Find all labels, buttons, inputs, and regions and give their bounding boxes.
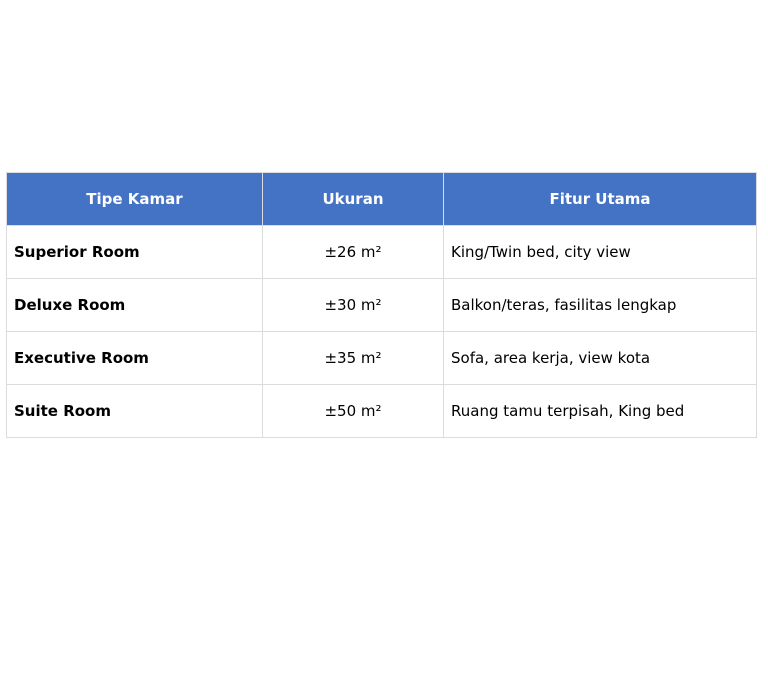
room-size-cell: ±26 m² (263, 226, 444, 279)
room-type-cell: Deluxe Room (7, 279, 263, 332)
table-body (7, 226, 757, 438)
header-row (7, 173, 757, 226)
room-type-cell: Superior Room (7, 226, 263, 279)
room-size-cell: ±30 m² (263, 279, 444, 332)
table-header (7, 173, 757, 226)
header-room-type: Tipe Kamar (7, 173, 263, 226)
room-feature-cell: Ruang tamu terpisah, King bed (444, 385, 757, 438)
room-type-table (6, 172, 757, 438)
room-size-cell: ±35 m² (263, 332, 444, 385)
room-type-cell: Executive Room (7, 332, 263, 385)
table-row (7, 332, 757, 385)
header-main-features: Fitur Utama (444, 173, 757, 226)
table-row (7, 279, 757, 332)
room-feature-cell: Sofa, area kerja, view kota (444, 332, 757, 385)
room-feature-cell: King/Twin bed, city view (444, 226, 757, 279)
room-size-cell: ±50 m² (263, 385, 444, 438)
room-type-cell: Suite Room (7, 385, 263, 438)
table-row (7, 226, 757, 279)
table-row (7, 385, 757, 438)
room-feature-cell: Balkon/teras, fasilitas lengkap (444, 279, 757, 332)
header-room-size: Ukuran (263, 173, 444, 226)
